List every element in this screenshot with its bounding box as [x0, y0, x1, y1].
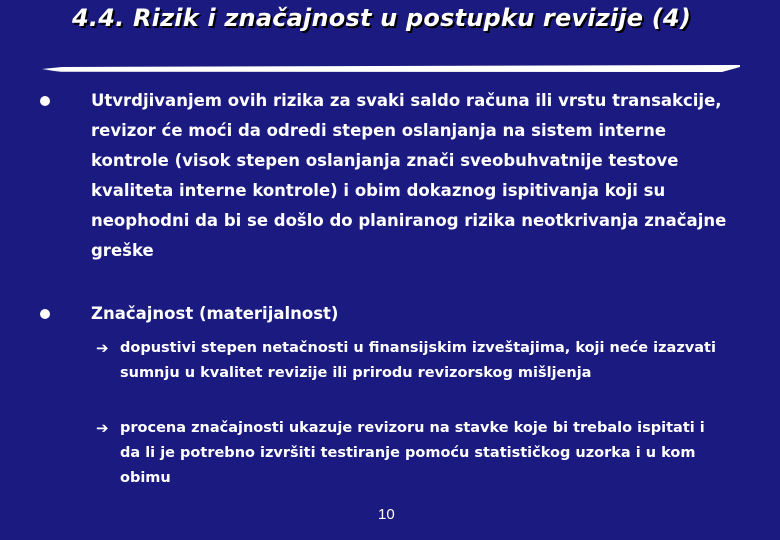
bullet-item-materiality — [40, 299, 730, 329]
slide-title: 4.4. Rizik i značajnost u postupku revizije (4) — [72, 4, 691, 32]
bullet-dot-icon — [40, 309, 50, 319]
right-arrow-icon: ➔ — [96, 339, 109, 357]
subbullet-text: dopustivi stepen netačnosti u finansijskim izveštajima, koji neće izazvati sumnju u kvalitet revizije ili prirodu revizorskog mišljenja — [120, 340, 716, 381]
bullet-item-risk — [40, 86, 730, 266]
right-arrow-icon: ➔ — [96, 419, 109, 437]
bullet-text: Značajnost (materijalnost) — [91, 304, 339, 323]
title-underline — [42, 64, 740, 74]
bullet-dot-icon — [40, 96, 50, 106]
subbullet-item — [96, 336, 726, 386]
subbullet-text: procena značajnosti ukazuje revizoru na stavke koje bi trebalo ispitati i da li je potrebno izvršiti testiranje pomoću statističkog uzorka i u kom obimu — [120, 420, 705, 486]
page-number: 10 — [378, 506, 395, 523]
bullet-text: Utvrdjivanjem ovih rizika za svaki saldo računa ili vrstu transakcije, revizor će moći da odredi stepen oslanjanja na sistem interne kontrole (visok stepen oslanjanja znači sveobuhvatnije testove kvaliteta interne kontrole) i obim dokaznog ispitivanja koji su neophodni da bi se došlo do planiranog rizika neotkrivanja značajne greške — [91, 91, 727, 260]
subbullet-item — [96, 416, 726, 491]
